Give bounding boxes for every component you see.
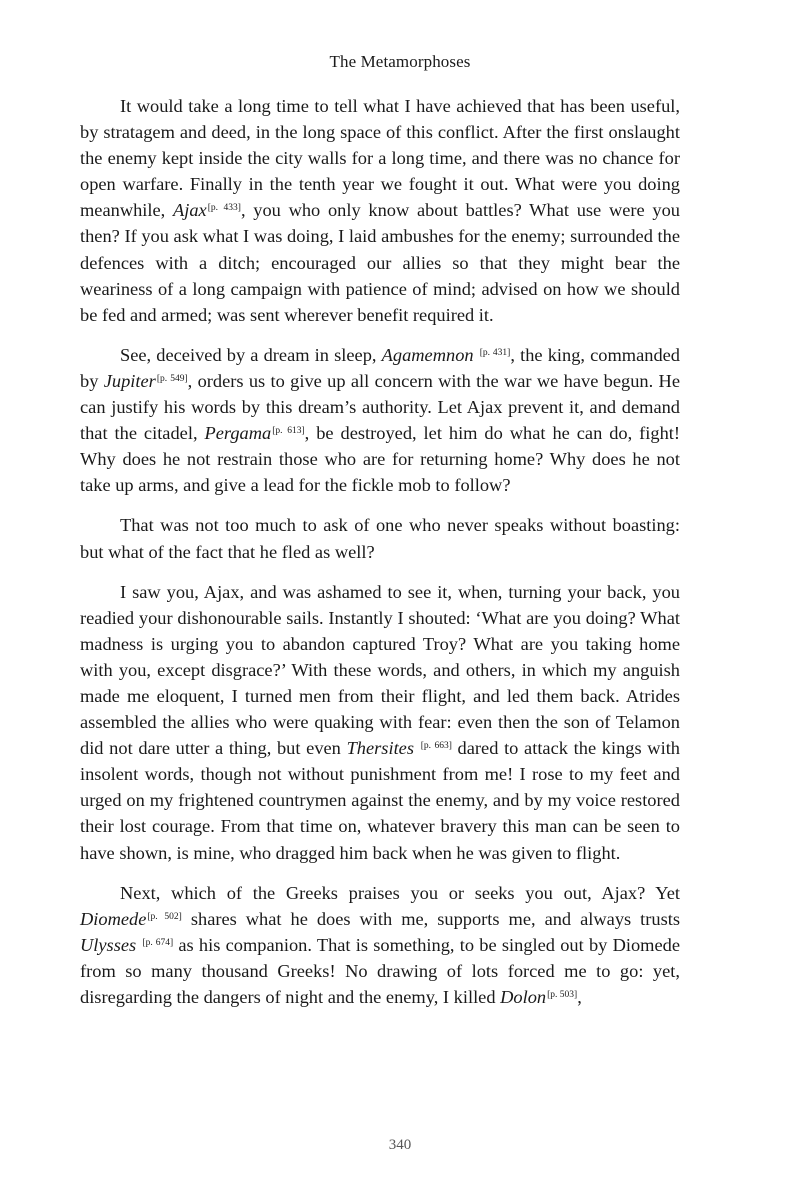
page-number: 340 [388,1137,412,1153]
proper-name: Thersites [346,738,415,759]
page-reference: [p. 674] [142,937,174,948]
text-run: That was not too much to ask of one who never speaks without boasting: but what of the fact that he fled as well? [80,515,680,562]
page-reference: [p. 503] [547,990,578,1000]
text-run: dared to attack the kings with insolent words, though not without punishment from me! I rose to my feet and urged on my frightened countrymen against the enemy, and by my voice restored their lost courage. From that time on, whatever bravery this man can be seen to have shown, is mine, who dragged him back when he was given to flight. [80,738,681,863]
text-run: It would take a long time to tell what I have achieved that has been useful, by stratagem and deed, in the long space of this conflict. After the first onslaught the enemy kept inside the city walls for a long time, and there was no chance for open warfare. Finally in the tenth year we fought it out. What were you doing meanwhile, [80,96,680,221]
paragraph [80,93,680,328]
proper-name: Ajax [173,200,207,221]
text-run: , [577,987,582,1007]
paragraph [80,880,680,1010]
text-run: as his companion. That is something, to be singled out by Diomede from so many thousand Greeks! No drawing of lots forced me to go: yet, disregarding the dangers of night and the enemy, I killed [80,934,680,1007]
paragraph [80,579,680,866]
text-run: , you who only know about battles? What use were you then? If you ask what I was doing, I laid ambushes for the enemy; surrounded the defences with a ditch; encouraged our allies so that they might bear the weariness of a long campaign with patience of mind; advised on how we should be fed and armed; was sent wherever benefit required it. [80,200,680,325]
page-reference: [p. 433] [207,203,241,214]
paragraph [80,512,680,564]
text-run: , the king, commanded by [80,344,681,391]
proper-name: Agamemnon [381,344,474,365]
text-run [414,738,420,758]
running-header: The Metamorphoses [329,52,471,71]
text-run [136,935,141,955]
proper-name: Diomede [80,908,147,929]
text-run [474,345,479,365]
paragraph [80,342,680,499]
proper-name: Ulysses [80,934,137,955]
text-run: , orders us to give up all concern with the war we have begun. He can justify his words by this dream’s authority. Let Ajax prevent it, and demand that the citadel, [80,370,680,444]
page-reference: [p. 549] [156,373,188,384]
text-run: , be destroyed, let him do what he can do, fight! Why does he not restrain those who are for returning home? Why does he not take up arms, and give a lead for the fickle mob to follow? [80,423,681,496]
proper-name: Dolon [500,987,547,1007]
proper-name: Pergama [204,423,272,444]
proper-name: Jupiter [103,370,156,391]
page-reference: [p. 613] [272,426,305,437]
page-reference: [p. 663] [420,741,452,752]
text-run: shares what he does with me, supports me, and always trusts [181,908,681,929]
body-text [80,93,680,1010]
page-reference: [p. 431] [479,347,511,358]
text-run: See, deceived by a dream in sleep, [120,344,382,365]
text-run: I saw you, Ajax, and was ashamed to see it, when, turning your back, you readied your dishonourable sails. Instantly I shouted: ‘What are you doing? What madness is urging you to abandon captured Troy? What are you taking home with you, except disgrace?’ With these words, and others, in which my anguish made me eloquent, I turned men from their flight, and led them back. Atrides assembled the allies who were quaking with fear: even then the son of Telamon did not dare utter a thing, but even [80,581,680,759]
text-run: Next, which of the Greeks praises you or seeks you out, Ajax? Yet [120,882,680,903]
page-reference: [p. 502] [147,911,182,922]
